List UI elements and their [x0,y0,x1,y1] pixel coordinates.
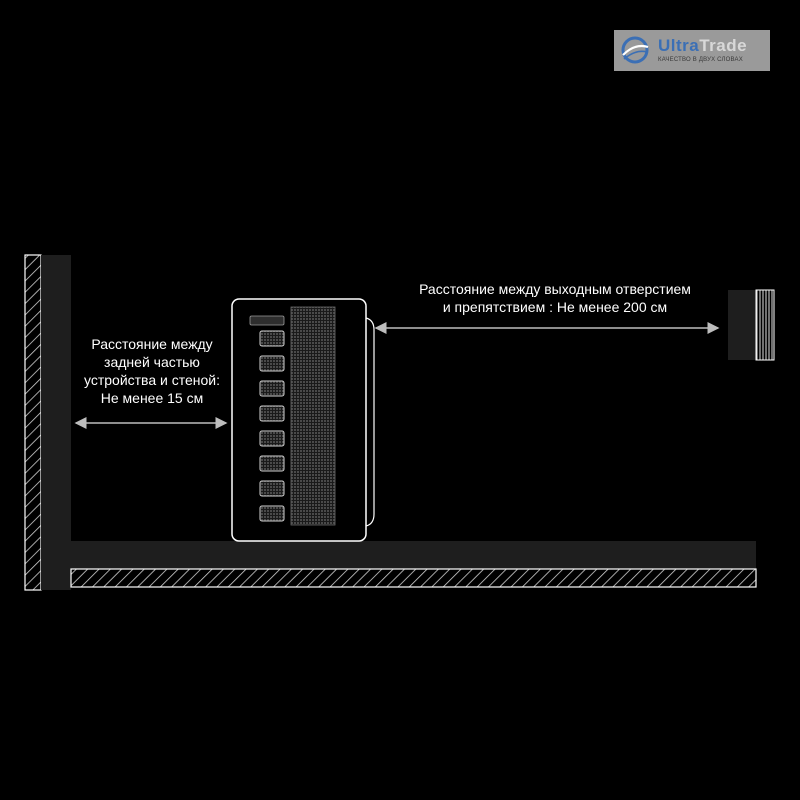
logo-tagline: КАЧЕСТВО В ДВУХ СЛОВАХ [658,57,743,63]
logo-name: UltraTrade [658,36,748,55]
device-unit [232,299,374,541]
back-wall [25,255,71,590]
front-clearance-label: Расстояние между выходным отверстием и препятствием : Не менее 200 см [419,281,691,315]
floor [71,541,756,587]
back-clearance-label: Расстояние между задней частью устройства и стеной: Не менее 15 см [84,336,220,406]
front-obstacle [728,290,774,360]
